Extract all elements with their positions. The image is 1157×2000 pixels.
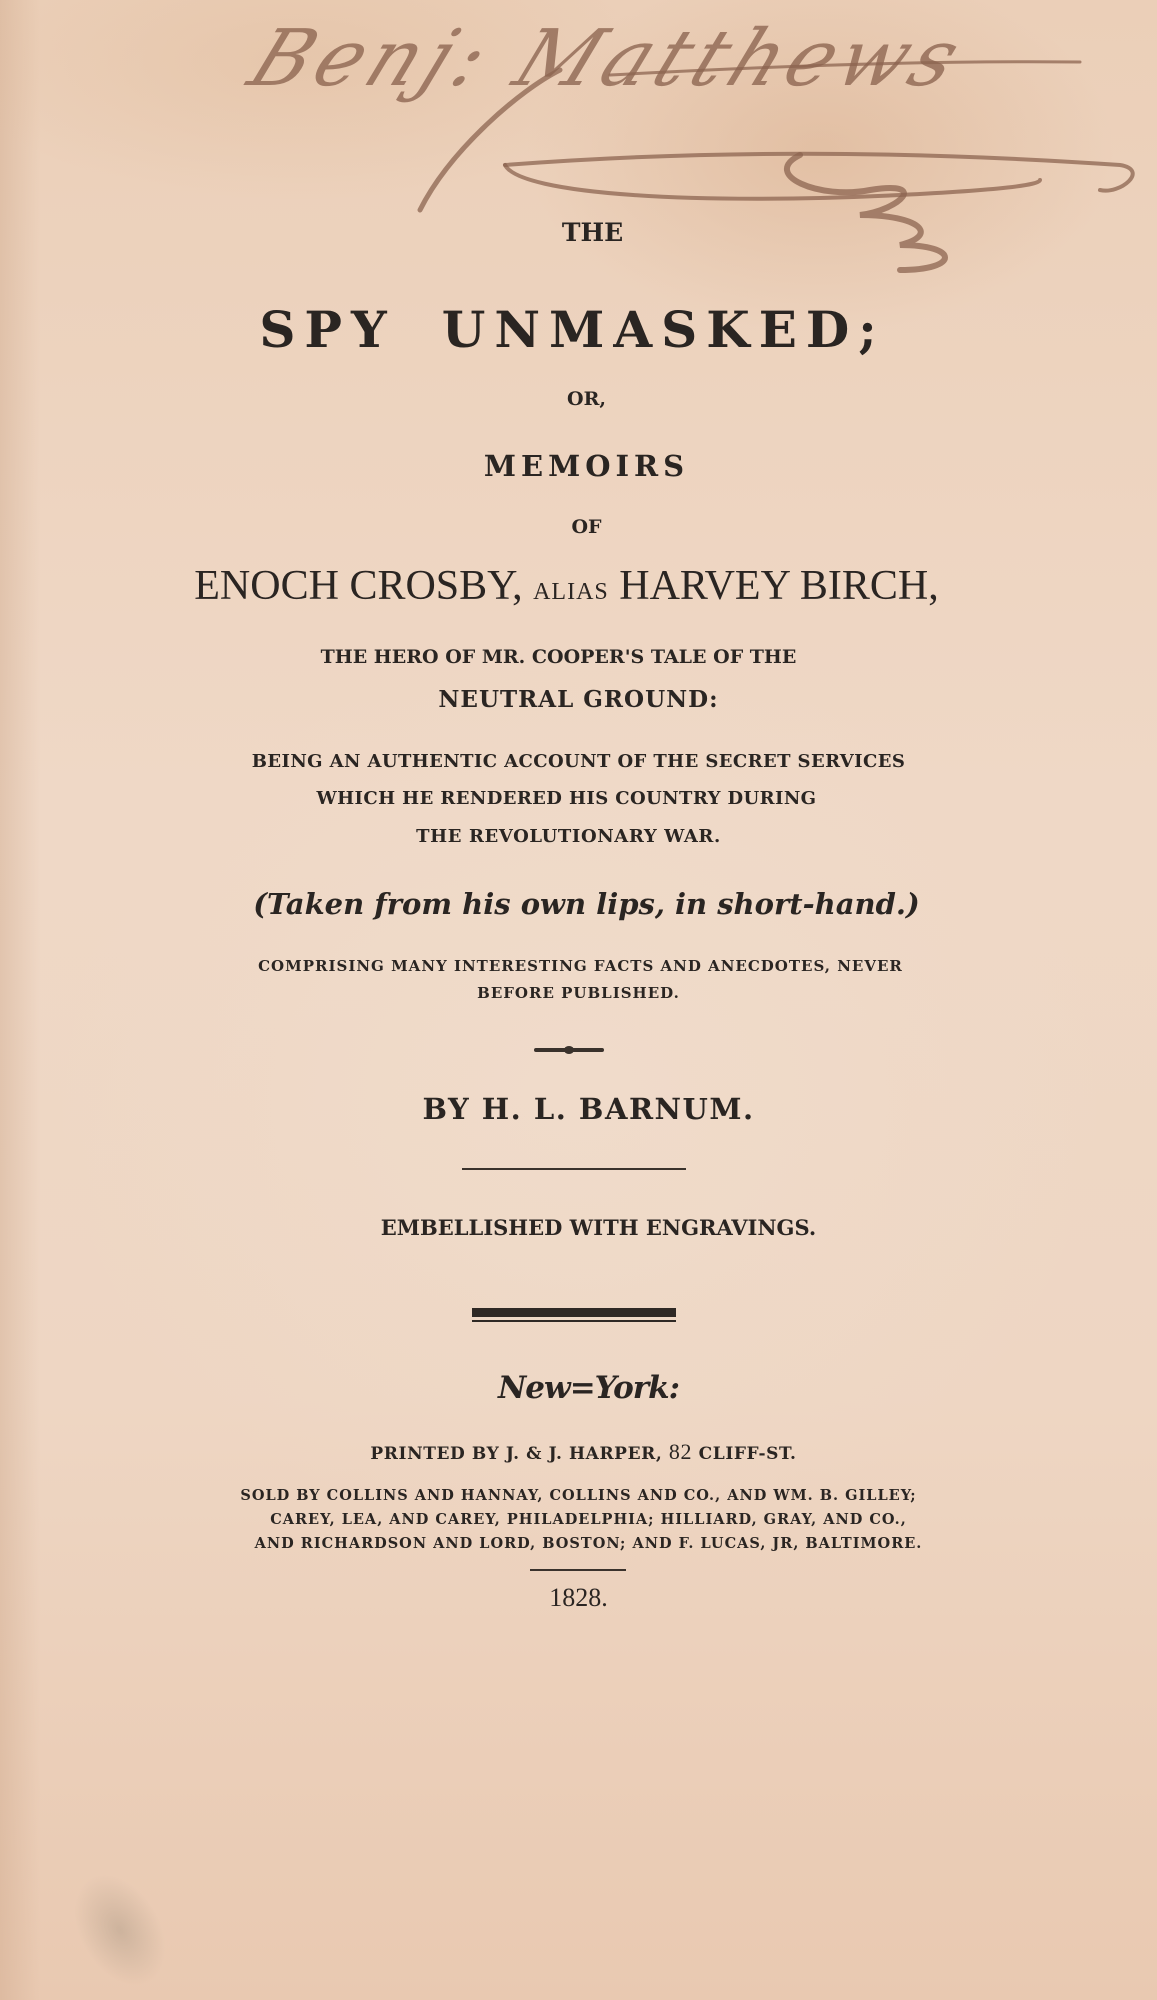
subtitle-of: OF [571, 516, 602, 538]
comprising-line: COMPRISING MANY INTERESTING FACTS AND ANECDOTES, NEVER [258, 957, 903, 975]
hero-line: THE HERO OF MR. COOPER'S TALE OF THE [320, 646, 797, 668]
paper-stain [55, 1858, 184, 2000]
subject-name [0, 565, 1145, 607]
thick-rule-divider [472, 1308, 676, 1317]
thin-rule-divider [462, 1168, 686, 1170]
small-rule-divider [530, 1569, 626, 1571]
neutral-ground: NEUTRAL GROUND: [438, 686, 719, 713]
ornament-divider [534, 1048, 604, 1052]
title-article: THE [561, 218, 624, 247]
description-line: WHICH HE RENDERED HIS COUNTRY DURING [316, 788, 817, 809]
printer-line [5, 1441, 1157, 1463]
sold-by-line: CAREY, LEA, AND CAREY, PHILADELPHIA; HILLIARD, GRAY, AND CO., [270, 1511, 907, 1528]
publication-year: 1828. [549, 1583, 608, 1612]
sold-by-line: SOLD BY COLLINS AND HANNAY, COLLINS AND CO., AND WM. B. GILLEY; [240, 1487, 917, 1504]
description-line: THE REVOLUTIONARY WAR. [416, 826, 721, 847]
signature-text: Benj: Matthews [236, 14, 979, 104]
main-title-word-1: SPY [259, 300, 396, 359]
printer-street: CLIFF-ST. [698, 1444, 797, 1464]
printer-street-number: 82 [668, 1439, 693, 1464]
main-title [0, 300, 1151, 359]
main-title-word-2: UNMASKED; [441, 300, 886, 359]
embellished-line: EMBELLISHED WITH ENGRAVINGS. [380, 1215, 817, 1240]
thick-rule-underline [472, 1320, 676, 1322]
taken-from-note: (Taken from his own lips, in short-hand.) [253, 887, 920, 921]
description-line: BEING AN AUTHENTIC ACCOUNT OF THE SECRET SERVICES [251, 751, 906, 772]
signature-flourish-icon [0, 0, 1157, 300]
author-line: BY H. L. BARNUM. [422, 1092, 755, 1126]
imprint-city: New=York: [497, 1370, 680, 1406]
title-or: OR, [567, 388, 606, 410]
handwritten-signature [0, 0, 1157, 300]
subject-alias: ALIAS [533, 579, 609, 605]
comprising-line: BEFORE PUBLISHED. [477, 984, 680, 1002]
subject-name-1: ENOCH CROSBY, [194, 563, 523, 609]
printer-name: PRINTED BY J. & J. HARPER, [370, 1444, 663, 1464]
subject-name-2: HARVEY BIRCH, [619, 563, 939, 609]
sold-by-line: AND RICHARDSON AND LORD, BOSTON; AND F. LUCAS, JR, BALTIMORE. [254, 1535, 923, 1552]
subtitle-memoirs: MEMOIRS [483, 449, 690, 483]
